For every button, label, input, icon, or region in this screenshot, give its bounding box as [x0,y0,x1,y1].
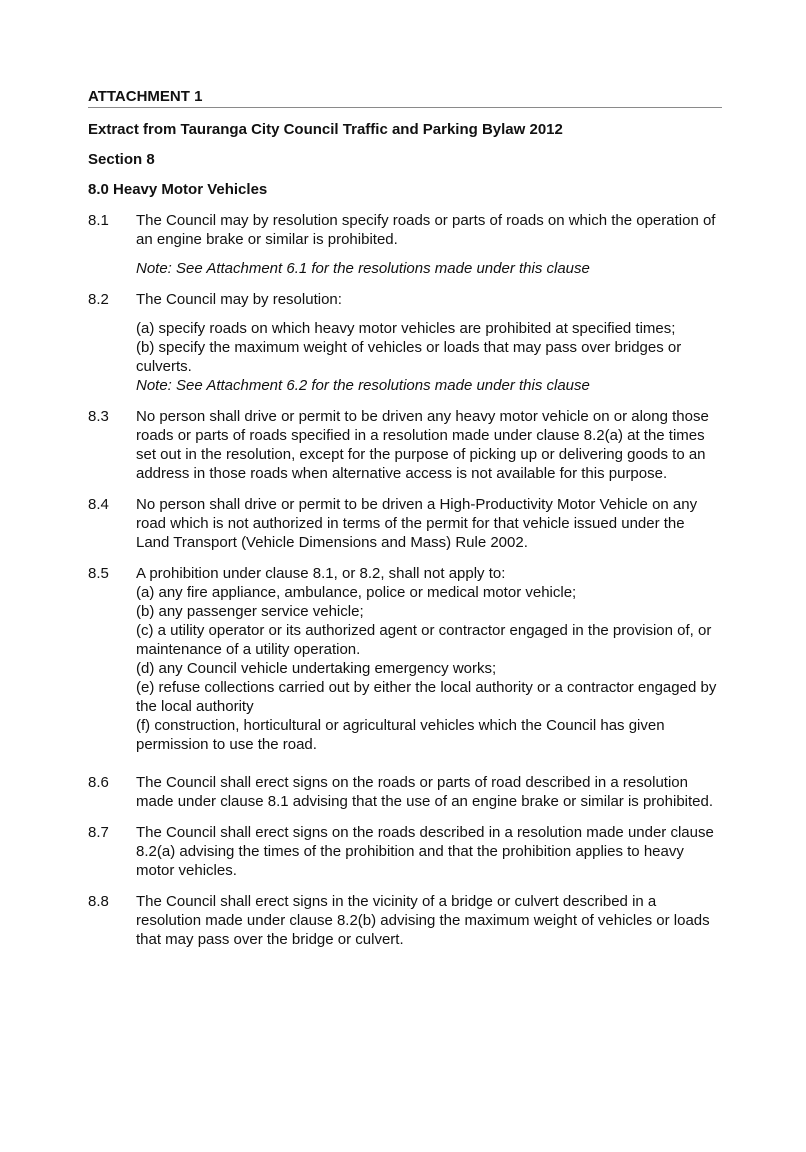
clause-text: The Council shall erect signs in the vicinity of a bridge or culvert described in a resolution made under clause 8.2(b) advising the maximum weight of vehicles or loads that may pass over the bridge or culvert. [136,893,710,948]
clause-body [136,773,721,811]
clause-item: (b) any passenger service vehicle; [136,603,364,620]
clause-number: 8.1 [88,212,109,229]
clause-8-6 [88,773,728,811]
clause-number: 8.6 [88,774,109,791]
section-title: Section 8 [88,151,155,168]
clause-item: (c) a utility operator or its authorized agent or contractor engaged in the provision of, or maintenance of a utility operation. [136,622,712,658]
clause-item: (d) any Council vehicle undertaking emergency works; [136,660,497,677]
clause-8-1 [88,211,728,278]
clause-body [136,290,721,395]
clause-8-3 [88,407,728,483]
clause-item: (b) specify the maximum weight of vehicles or loads that may pass over bridges or culverts. [136,339,682,375]
clause-list [88,211,728,961]
clause-item: (a) any fire appliance, ambulance, police or medical motor vehicle; [136,584,577,601]
clause-number: 8.7 [88,824,109,841]
clause-text: A prohibition under clause 8.1, or 8.2, shall not apply to: [136,565,506,582]
clause-text: The Council shall erect signs on the roads or parts of road described in a resolution made under clause 8.1 advising that the use of an engine brake or similar is prohibited. [136,774,714,810]
clause-8-8 [88,892,728,949]
attachment-title: ATTACHMENT 1 [88,87,722,108]
clause-body [136,495,721,552]
clause-8-7 [88,823,728,880]
clause-body [136,564,721,754]
clause-text: No person shall drive or permit to be driven any heavy motor vehicle on or along those roads or parts of roads specified in a resolution made under clause 8.2(a) at the times set out in the resolution, except for the purpose of picking up or delivering goods to an address in those roads when alternative access is not available for this purpose. [136,408,709,482]
clause-8-4 [88,495,728,552]
clause-text: No person shall drive or permit to be driven a High-Productivity Motor Vehicle on any road which is not authorized in terms of the permit for that vehicle issued under the Land Transport (Vehicle Dimensions and Mass) Rule 2002. [136,496,698,551]
clause-note: Note: See Attachment 6.2 for the resolutions made under this clause [136,377,590,394]
extract-title: Extract from Tauranga City Council Traffic and Parking Bylaw 2012 [88,121,563,138]
clause-number: 8.8 [88,893,109,910]
clause-number: 8.5 [88,565,109,582]
clause-number: 8.3 [88,408,109,425]
heading-title: 8.0 Heavy Motor Vehicles [88,181,268,198]
clause-number: 8.2 [88,291,109,308]
clause-item: (a) specify roads on which heavy motor vehicles are prohibited at specified times; [136,320,676,337]
clause-item: (f) construction, horticultural or agricultural vehicles which the Council has given permission to use the road. [136,717,665,753]
clause-text: The Council may by resolution: [136,291,342,308]
clause-body [136,211,721,278]
clause-8-2 [88,290,728,395]
clause-8-5 [88,564,728,754]
clause-body [136,823,721,880]
clause-body [136,892,721,949]
clause-body [136,407,721,483]
clause-number: 8.4 [88,496,109,513]
clause-text: The Council may by resolution specify roads or parts of roads on which the operation of an engine brake or similar is prohibited. [136,212,716,248]
clause-item: (e) refuse collections carried out by either the local authority or a contractor engaged by the local authority [136,679,717,715]
clause-text: The Council shall erect signs on the roads described in a resolution made under clause 8.2(a) advising the times of the prohibition and that the prohibition applies to heavy motor vehicles. [136,824,714,879]
clause-note: Note: See Attachment 6.1 for the resolutions made under this clause [136,260,590,277]
